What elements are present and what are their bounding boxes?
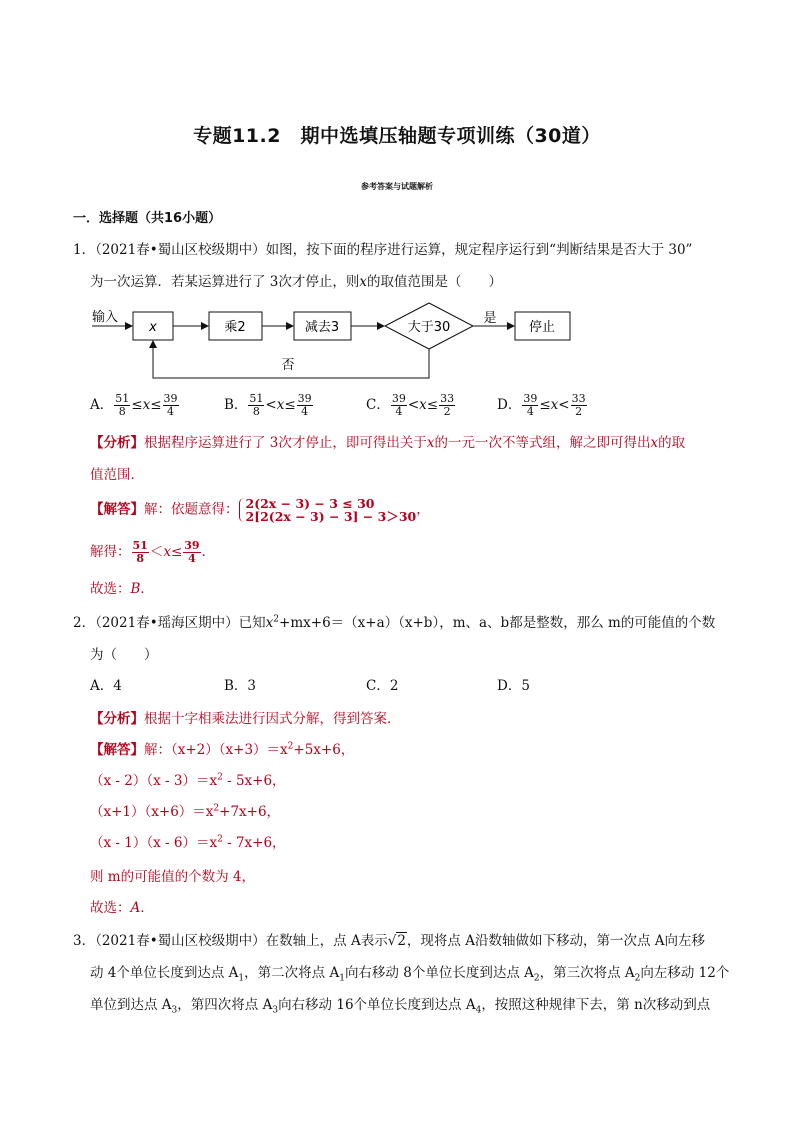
q2-answer-row-3: $(x+1)(x+6)=x^2+7x+6$， bbox=[90, 803, 281, 820]
q1-option-a-frac1: $\frac{51}{8}$ bbox=[115, 392, 130, 418]
q2-answer-tag: 【解答】 bbox=[90, 742, 144, 758]
q1-solve: 解得： $\frac{51}{8}$ ＜x≤ $\frac{39}{4}$ ． bbox=[90, 539, 216, 565]
q2-number: 2． bbox=[73, 615, 96, 631]
q1-option-d-frac1: $\frac{39}{4}$ bbox=[523, 392, 538, 418]
flow-no-label: 否 bbox=[281, 358, 295, 373]
q2-answer-row-2: $(x - 2)(x - 3)=x^2 - 5x+6$， bbox=[90, 772, 286, 789]
q3-line3: 单位到达点 $A_3$，第四次将点 $A_3$向右移动 16个单位长度到达点 $A_4$，按照这种规律下去，第 n次移动到点 bbox=[90, 997, 711, 1016]
q1-inequality-system: 2(2x − 3) − 3 ≤ 30 2[2(2x − 3) − 3] − 3＞30 bbox=[239, 497, 417, 523]
q1-option-b-label: B． bbox=[224, 397, 248, 413]
q1-option-a-label: A． bbox=[90, 397, 114, 413]
flow-box-stop-label: 停止 bbox=[528, 320, 556, 335]
flow-diamond-label: 大于30 bbox=[407, 320, 451, 335]
q1-var-x: x bbox=[359, 274, 368, 290]
q1-option-c-frac1: $\frac{39}{4}$ bbox=[391, 392, 406, 418]
q1-text-2b: 的取值范围是（ ） bbox=[367, 274, 503, 290]
page-subtitle: 参考答案与试题解析 bbox=[361, 182, 433, 191]
q3-number: 3． bbox=[73, 933, 96, 949]
q1-option-c-label: C． bbox=[366, 397, 390, 413]
q2-option-b: B．3 bbox=[224, 678, 257, 694]
q2-answer-row-4: $(x - 1)(x - 6)=x^2 - 7x+6$， bbox=[90, 834, 286, 851]
q1-option-b: B． $\frac{51}{8}$ <x≤ $\frac{39}{4}$ bbox=[224, 392, 312, 418]
q1-analysis-line2: 值范围． bbox=[90, 467, 144, 483]
q1-number: 1． bbox=[73, 242, 96, 258]
flow-input-label: 输入 bbox=[92, 310, 119, 325]
q1-option-c-frac2: $\frac{33}{2}$ bbox=[440, 392, 455, 418]
flow-yes-label: 是 bbox=[483, 311, 497, 326]
q2-count: 则 m的可能值的个数为 4， bbox=[90, 869, 255, 885]
q1-answer: 【解答】解：依题意得： 2(2x − 3) − 3 ≤ 30 2[2(2x − 3) − 3] − 3＞30 ， bbox=[90, 496, 430, 524]
q1-text-2a: 为一次运算．若某运算进行了 3次才停止，则 bbox=[90, 274, 360, 290]
q1-option-a: A． $\frac{51}{8}$ ≤x≤ $\frac{39}{4}$ bbox=[90, 392, 178, 418]
q1-line2 bbox=[90, 273, 502, 291]
flow-box-subtract-label: 减去3 bbox=[304, 320, 340, 335]
q2-option-d: D．5 bbox=[497, 678, 530, 694]
q2-choice: 故选：A． bbox=[90, 900, 154, 916]
q1-option-b-frac2: $\frac{39}{4}$ bbox=[297, 392, 312, 418]
q1-option-a-frac2: $\frac{39}{4}$ bbox=[163, 392, 178, 418]
q2-line2: 为（ ） bbox=[90, 647, 158, 663]
q1-option-d: D． $\frac{39}{4}$ ≤x< $\frac{33}{2}$ bbox=[497, 392, 586, 418]
q1-option-d-frac2: $\frac{33}{2}$ bbox=[571, 392, 586, 418]
flow-box-x-label: x bbox=[149, 320, 157, 335]
q3-line1: 3．（2021春•蜀山区校级期中）在数轴上，点 A表示√2，现将点 A沿数轴做如下移动，第一次点 A向左移 bbox=[73, 933, 705, 949]
q1-line1 bbox=[73, 241, 692, 259]
q1-analysis-tag: 【分析】 bbox=[90, 435, 144, 451]
q2-analysis: 【分析】根据十字相乘法进行因式分解，得到答案． bbox=[90, 711, 401, 727]
q1-answer-tag: 【解答】 bbox=[90, 501, 144, 518]
flow-box-multiply-label: 乘2 bbox=[224, 320, 246, 335]
q1-option-c: C． $\frac{39}{4}$ <x≤ $\frac{33}{2}$ bbox=[366, 392, 455, 418]
q1-text-1: （2021春•蜀山区校级期中）如图，按下面的程序进行运算，规定程序运行到“判断结果是否大于 30” bbox=[95, 242, 693, 258]
q2-option-c: C．2 bbox=[366, 678, 399, 694]
q1-flowchart bbox=[88, 302, 588, 384]
q1-option-d-label: D． bbox=[497, 397, 522, 413]
q1-option-b-frac1: $\frac{51}{8}$ bbox=[249, 392, 264, 418]
q2-option-a: A．4 bbox=[90, 678, 122, 694]
q2-line1: 2．（2021春•瑶海区期中）已知$x^2+mx+6=(x+a)(x+b)$，m、a、b都是整数，那么 m的可能值的个数 bbox=[73, 614, 716, 631]
page-title: 专题11.2 期中选填压轴题专项训练（30道） bbox=[193, 125, 601, 147]
q1-choice: 故选：B． bbox=[90, 581, 154, 597]
q1-analysis: 【分析】根据程序运算进行了 3次才停止，即可得出关于x的一元一次不等式组，解之即可得出x的取 bbox=[90, 435, 686, 451]
q3-line2: 动 4个单位长度到达点 $A_1$，第二次将点 $A_1$向右移动 8个单位长度到达点 $A_2$，第三次将点 $A_2$向左移动 12个 bbox=[90, 965, 730, 984]
section-heading: 一．选择题（共16小题） bbox=[73, 211, 222, 226]
q2-analysis-tag: 【分析】 bbox=[90, 711, 144, 727]
q2-answer-row-1: 【解答】解：$(x+2)(x+3)=x^2+5x+6$， bbox=[90, 741, 355, 758]
